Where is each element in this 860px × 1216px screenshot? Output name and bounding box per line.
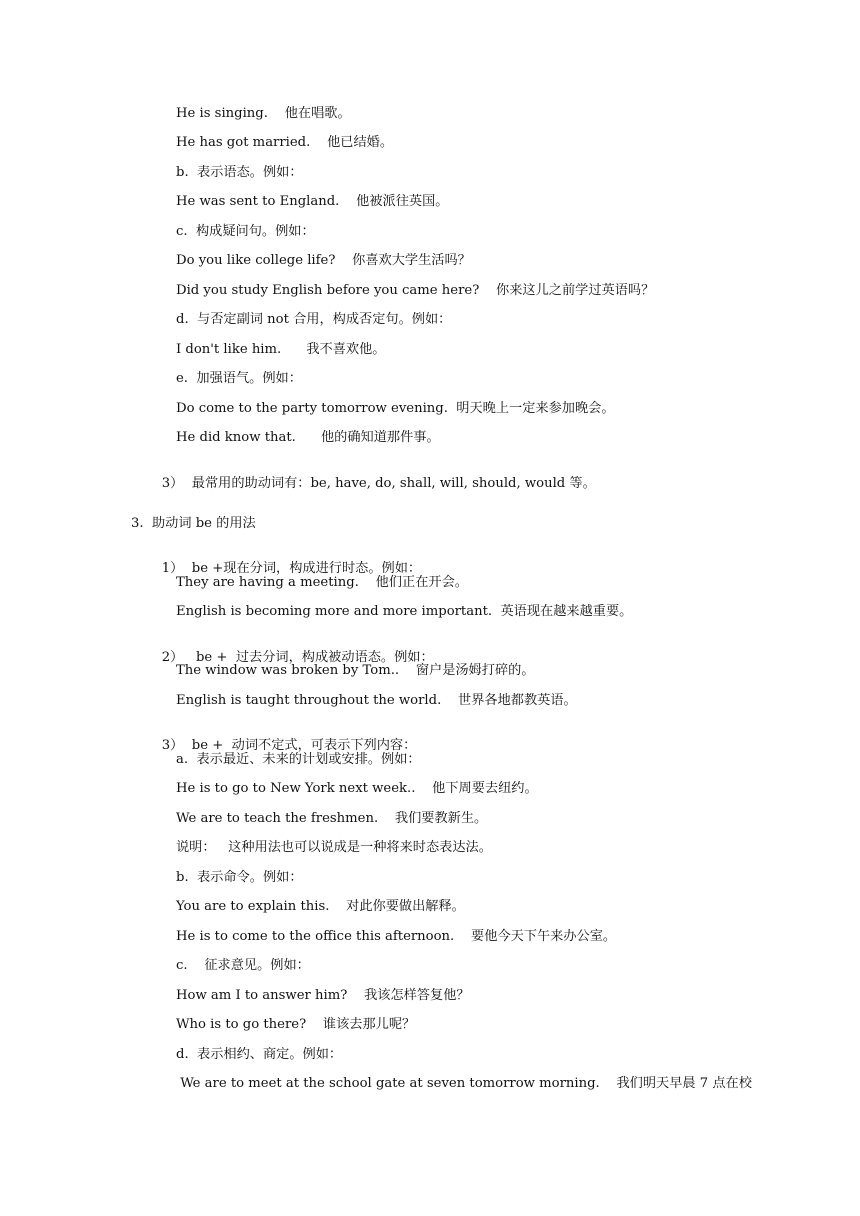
text-line: I don't like him. 我不喜欢他。 — [176, 342, 386, 357]
text-line: How am I to answer him? 我该怎样答复他？ — [176, 988, 470, 1003]
text-line: d. 表示相约、商定。例如： — [176, 1047, 343, 1062]
text-line: They are having a meeting. 他们正在开会。 — [176, 575, 468, 590]
text-line: English is taught throughout the world. 世界各地都教英语。 — [176, 693, 577, 708]
list-number: 3） — [161, 738, 184, 753]
text-line: c. 征求意见。例如： — [176, 958, 310, 973]
text-line: b. 表示语态。例如： — [176, 165, 303, 180]
text-line: We are to meet at the school gate at seven tomorrow morning. 我们明天早晨 7 点在校 — [176, 1076, 752, 1091]
list-item-text: 最常用的助动词有：be, have, do, shall, will, should, would 等。 — [191, 476, 596, 491]
text-line: He is singing. 他在唱歌。 — [176, 106, 351, 121]
text-line: e. 加强语气。例如： — [176, 371, 302, 386]
text-line: a. 表示最近、未来的计划或安排。例如： — [176, 752, 421, 767]
text-line: c. 构成疑问句。例如： — [176, 224, 315, 239]
text-line: Do come to the party tomorrow evening. 明天晚上一定来参加晚会。 — [176, 401, 615, 416]
text-line: He is to go to New York next week.. 他下周要去纽约。 — [176, 781, 538, 796]
text-line: d. 与否定副词 not 合用，构成否定句。例如： — [176, 312, 452, 327]
list-item-text: be + 动词不定式，可表示下列内容： — [191, 738, 417, 753]
text-line: b. 表示命令。例如： — [176, 870, 303, 885]
list-number: 3） — [161, 476, 184, 491]
section-heading: 3. 助动词 be 的用法 — [131, 516, 256, 531]
text-line: The window was broken by Tom.. 窗户是汤姆打碎的。 — [176, 663, 535, 678]
list-item-text: be + 过去分词，构成被动语态。例如： — [191, 650, 434, 665]
text-line: He is to come to the office this afternoon. 要他今天下午来办公室。 — [176, 929, 617, 944]
list-number: 1） — [161, 561, 184, 576]
text-line: He was sent to England. 他被派往英国。 — [176, 194, 449, 209]
text-line: Did you study English before you came here? 你来这儿之前学过英语吗？ — [176, 283, 655, 298]
text-line: English is becoming more and more important. 英语现在越来越重要。 — [176, 604, 633, 619]
list-item-text: be +现在分词，构成进行时态。例如： — [191, 561, 422, 576]
text-line: Who is to go there? 谁该去那儿呢？ — [176, 1017, 416, 1032]
text-line: Do you like college life? 你喜欢大学生活吗？ — [176, 253, 471, 268]
list-number: 2） — [161, 650, 184, 665]
text-line: 说明： 这种用法也可以说成是一种将来时态表达法。 — [176, 840, 492, 855]
list-item — [145, 460, 596, 508]
text-line: We are to teach the freshmen. 我们要教新生。 — [176, 811, 488, 826]
text-line: You are to explain this. 对此你要做出解释。 — [176, 899, 465, 914]
text-line: He did know that. 他的确知道那件事。 — [176, 430, 440, 445]
text-line: He has got married. 他已结婚。 — [176, 135, 394, 150]
